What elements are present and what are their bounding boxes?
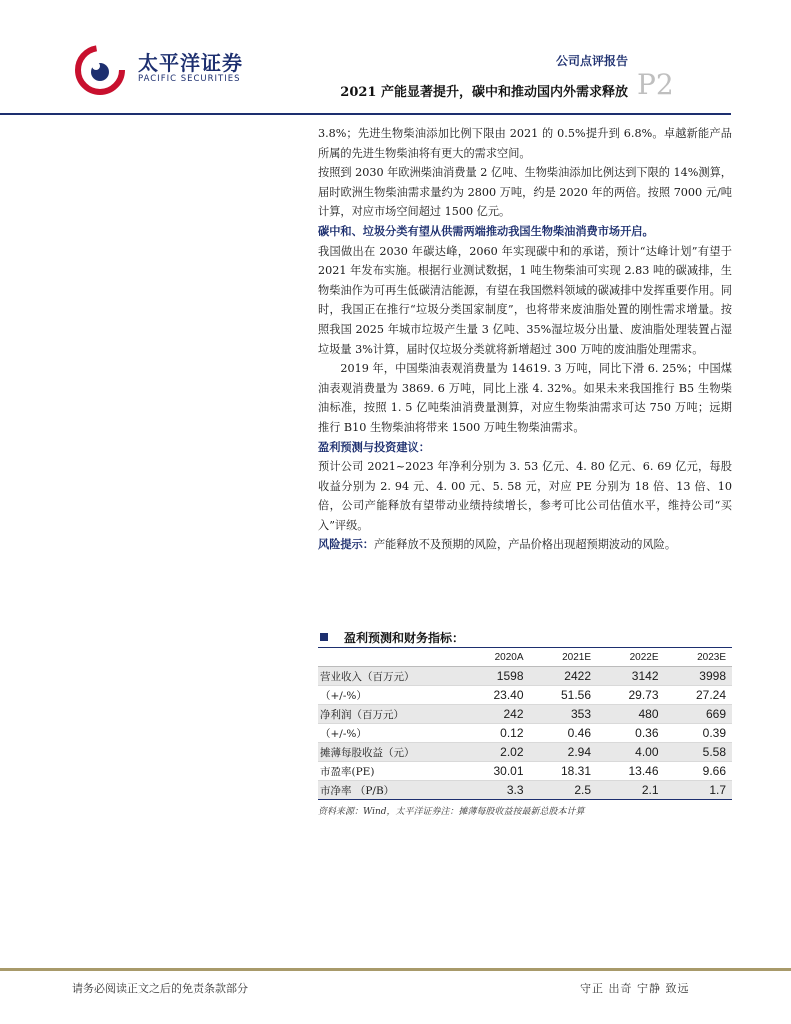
- table-cell: 669: [665, 705, 733, 724]
- logo-chinese-name: 太平洋证券: [138, 51, 243, 75]
- row-label: 市盈率(PE): [318, 762, 462, 781]
- row-label: （+/-%）: [318, 686, 462, 705]
- table-cell: 3998: [665, 667, 733, 686]
- table-cell: 13.46: [597, 762, 665, 781]
- report-title: 2021 产能显著提升，碳中和推动国内外需求释放: [340, 85, 628, 100]
- table-cell: 353: [530, 705, 598, 724]
- table-cell: 242: [462, 705, 530, 724]
- paragraph: 我国做出在 2030 年碳达峰，2060 年实现碳中和的承诺，预计“达峰计划”有望于 2021 年发布实施。根据行业测试数据，1 吨生物柴油可实现 2.83 吨的碳减排，生物柴油作为可再生低碳清洁能源，有望在我国燃料领域的碳减排中发挥重要作用。同时，我国正在推行“垃圾分类国家制度”，也将带来废油脂处置的刚性需求增量。按照我国 2025 年城市垃圾产生量 3 亿吨、35%湿垃圾分出量、废油脂处理装置占湿垃圾量 3%计算，届时仅垃圾分类就将新增超过 300 万吨的废油脂处理需求。: [318, 244, 732, 356]
- footer-divider: [0, 968, 791, 971]
- column-header: 2021E: [530, 648, 598, 667]
- paragraph: 2019 年，中国柴油表观消费量为 14619. 3 万吨，同比下滑 6. 25%；中国煤油表观消费量为 3869. 6 万吨，同比上涨 4. 32%。如果未来我国推行 B5 生物柴油标准，按照 1. 5 亿吨柴油消费量测算，对应生物柴油需求可达 750 万吨；远期推行 B10 生物柴油将带来 1500 万吨生物柴油需求。: [318, 362, 732, 434]
- table-cell: 23.40: [462, 686, 530, 705]
- row-label: （+/-%）: [318, 724, 462, 743]
- column-header: [318, 648, 462, 667]
- risk-text: 产能释放不及预期的风险，产品价格出现超预期波动的风险。: [373, 538, 677, 552]
- column-header: 2020A: [462, 648, 530, 667]
- table-row: [318, 667, 732, 686]
- table-row: [318, 781, 732, 800]
- table-cell: 4.00: [597, 743, 665, 762]
- table-cell: 0.46: [530, 724, 598, 743]
- table-cell: 0.39: [665, 724, 733, 743]
- table-row: [318, 762, 732, 781]
- table-source-note: 资料来源：Wind，太平洋证券注：摊薄每股收益按最新总股本计算: [318, 807, 585, 817]
- table-cell: 3.3: [462, 781, 530, 800]
- paragraph: 按照到 2030 年欧洲柴油消费量 2 亿吨、生物柴油添加比例达到下限的 14%测算，届时欧洲生物柴油需求量约为 2800 万吨，约是 2020 年的两倍。按照 7000 元/吨计算，对应市场空间超过 1500 亿元。: [318, 166, 732, 219]
- table-cell: 1.7: [665, 781, 733, 800]
- table-row: [318, 743, 732, 762]
- disclaimer-notice: 请务必阅读正文之后的免责条款部分: [72, 982, 248, 995]
- table-row: [318, 705, 732, 724]
- section-heading: 盈利预测与投资建议：: [318, 439, 430, 454]
- table-cell: 2422: [530, 667, 598, 686]
- report-body: [318, 124, 732, 555]
- financial-forecast-table: [318, 627, 732, 817]
- financial-table: [318, 648, 732, 800]
- header-divider: [0, 113, 731, 115]
- row-label: 净利润（百万元）: [318, 705, 462, 724]
- table-cell: 18.31: [530, 762, 598, 781]
- table-cell: 2.02: [462, 743, 530, 762]
- table-row: [318, 686, 732, 705]
- row-label: 市净率 （P/B）: [318, 781, 462, 800]
- column-header: 2022E: [597, 648, 665, 667]
- table-cell: 3142: [597, 667, 665, 686]
- table-title: 盈利预测和财务指标：: [318, 627, 732, 648]
- table-header-row: [318, 648, 732, 667]
- page-number: P2: [637, 68, 674, 101]
- table-cell: 2.1: [597, 781, 665, 800]
- logo-english-name: PACIFIC SECURITIES: [138, 74, 241, 84]
- table-cell: 480: [597, 705, 665, 724]
- square-bullet-icon: [320, 633, 328, 641]
- table-cell: 0.36: [597, 724, 665, 743]
- table-cell: 51.56: [530, 686, 598, 705]
- column-header: 2023E: [665, 648, 733, 667]
- table-cell: 1598: [462, 667, 530, 686]
- paragraph: 3.8%；先进生物柴油添加比例下限由 2021 的 0.5%提升到 6.8%。卓越新能产品所属的先进生物柴油将有更大的需求空间。: [318, 127, 732, 160]
- risk-label: 风险提示：: [318, 537, 374, 552]
- risk-paragraph: [318, 535, 732, 555]
- table-cell: 9.66: [665, 762, 733, 781]
- table-cell: 2.94: [530, 743, 598, 762]
- table-cell: 2.5: [530, 781, 598, 800]
- row-label: 营业收入（百万元）: [318, 667, 462, 686]
- table-cell: 30.01: [462, 762, 530, 781]
- table-cell: 27.24: [665, 686, 733, 705]
- row-label: 摊薄每股收益（元）: [318, 743, 462, 762]
- table-cell: 5.58: [665, 743, 733, 762]
- table-row: [318, 724, 732, 743]
- paragraph: 预计公司 2021~2023 年净利分别为 3. 53 亿元、4. 80 亿元、6. 69 亿元，每股收益分别为 2. 94 元、4. 00 元、5. 58 元，对应 PE 分别为 18 倍、13 倍、10 倍，公司产能释放有望带动业绩持续增长，参考可比公司估值水平，维持公司“买入”评级。: [318, 460, 732, 532]
- table-cell: 0.12: [462, 724, 530, 743]
- company-motto: 守正 出奇 宁静 致远: [580, 982, 690, 995]
- table-cell: 29.73: [597, 686, 665, 705]
- section-heading: 碳中和、垃圾分类有望从供需两端推动我国生物柴油消费市场开启。: [318, 223, 654, 238]
- report-type: 公司点评报告: [555, 54, 628, 68]
